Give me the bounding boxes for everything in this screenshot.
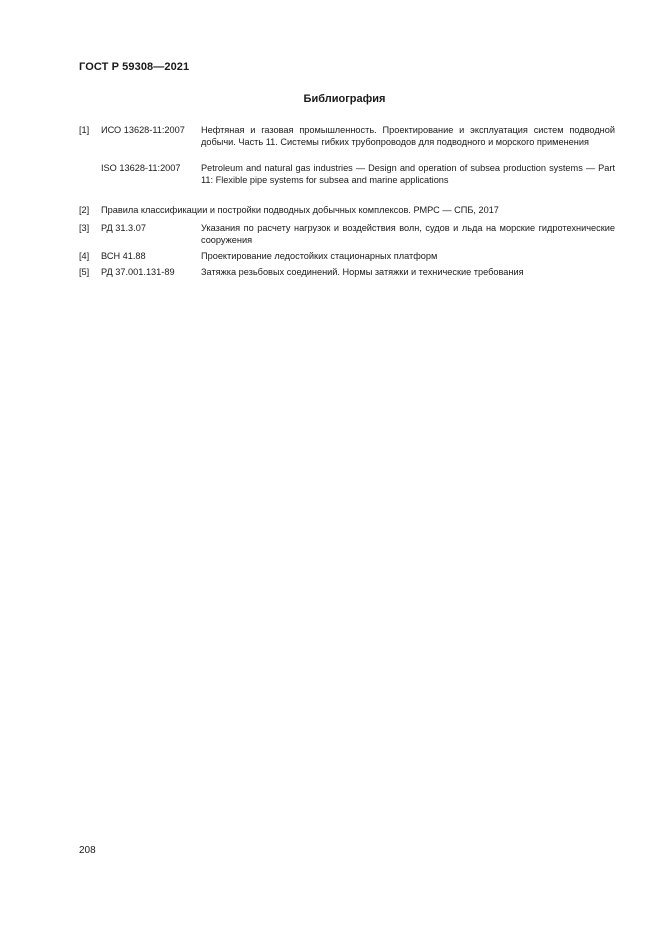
entry-text: Petroleum and natural gas industries — Design and operation of subsea production systems — Part 11: Flexible pipe systems for subsea and marine applications <box>201 163 615 185</box>
entry-code: РД 37.001.131-89 <box>101 267 175 277</box>
entry-text: Нефтяная и газовая промышленность. Проектирование и эксплуатация систем подводной добычи. Часть 11. Системы гибких трубопроводов для подводного и морского применения <box>201 125 615 147</box>
entry-text: Затяжка резьбовых соединений. Нормы затяжки и технические требования <box>201 267 524 277</box>
entry-number: [2] <box>79 205 90 215</box>
entry-number: [3] <box>79 223 90 233</box>
bibliography-entry <box>79 162 615 186</box>
document-header: ГОСТ Р 59308—2021 <box>79 61 190 73</box>
bibliography-entry <box>79 222 615 246</box>
entry-code: РД 31.3.07 <box>101 223 146 233</box>
section-title: Библиография <box>303 93 386 105</box>
bibliography-entry <box>79 124 615 160</box>
entry-code: ИСО 13628-11:2007 <box>101 125 185 135</box>
entry-text: Правила классификации и постройки подводных добычных комплексов. РМРС — СПБ, 2017 <box>101 205 499 215</box>
entry-number: [5] <box>79 267 90 277</box>
entry-number: [1] <box>79 125 90 135</box>
entry-number: [4] <box>79 251 90 261</box>
bibliography-entry <box>79 250 615 262</box>
entry-text: Указания по расчету нагрузок и воздействия волн, судов и льда на морские гидротехнические сооружения <box>201 223 615 245</box>
entry-code: ВСН 41.88 <box>101 251 146 261</box>
page-number: 208 <box>79 845 96 856</box>
entry-text: Проектирование ледостойких стационарных платформ <box>201 251 438 261</box>
entry-code: ISO 13628-11:2007 <box>101 163 181 173</box>
bibliography-entry <box>79 266 615 278</box>
bibliography-entry <box>79 204 615 216</box>
